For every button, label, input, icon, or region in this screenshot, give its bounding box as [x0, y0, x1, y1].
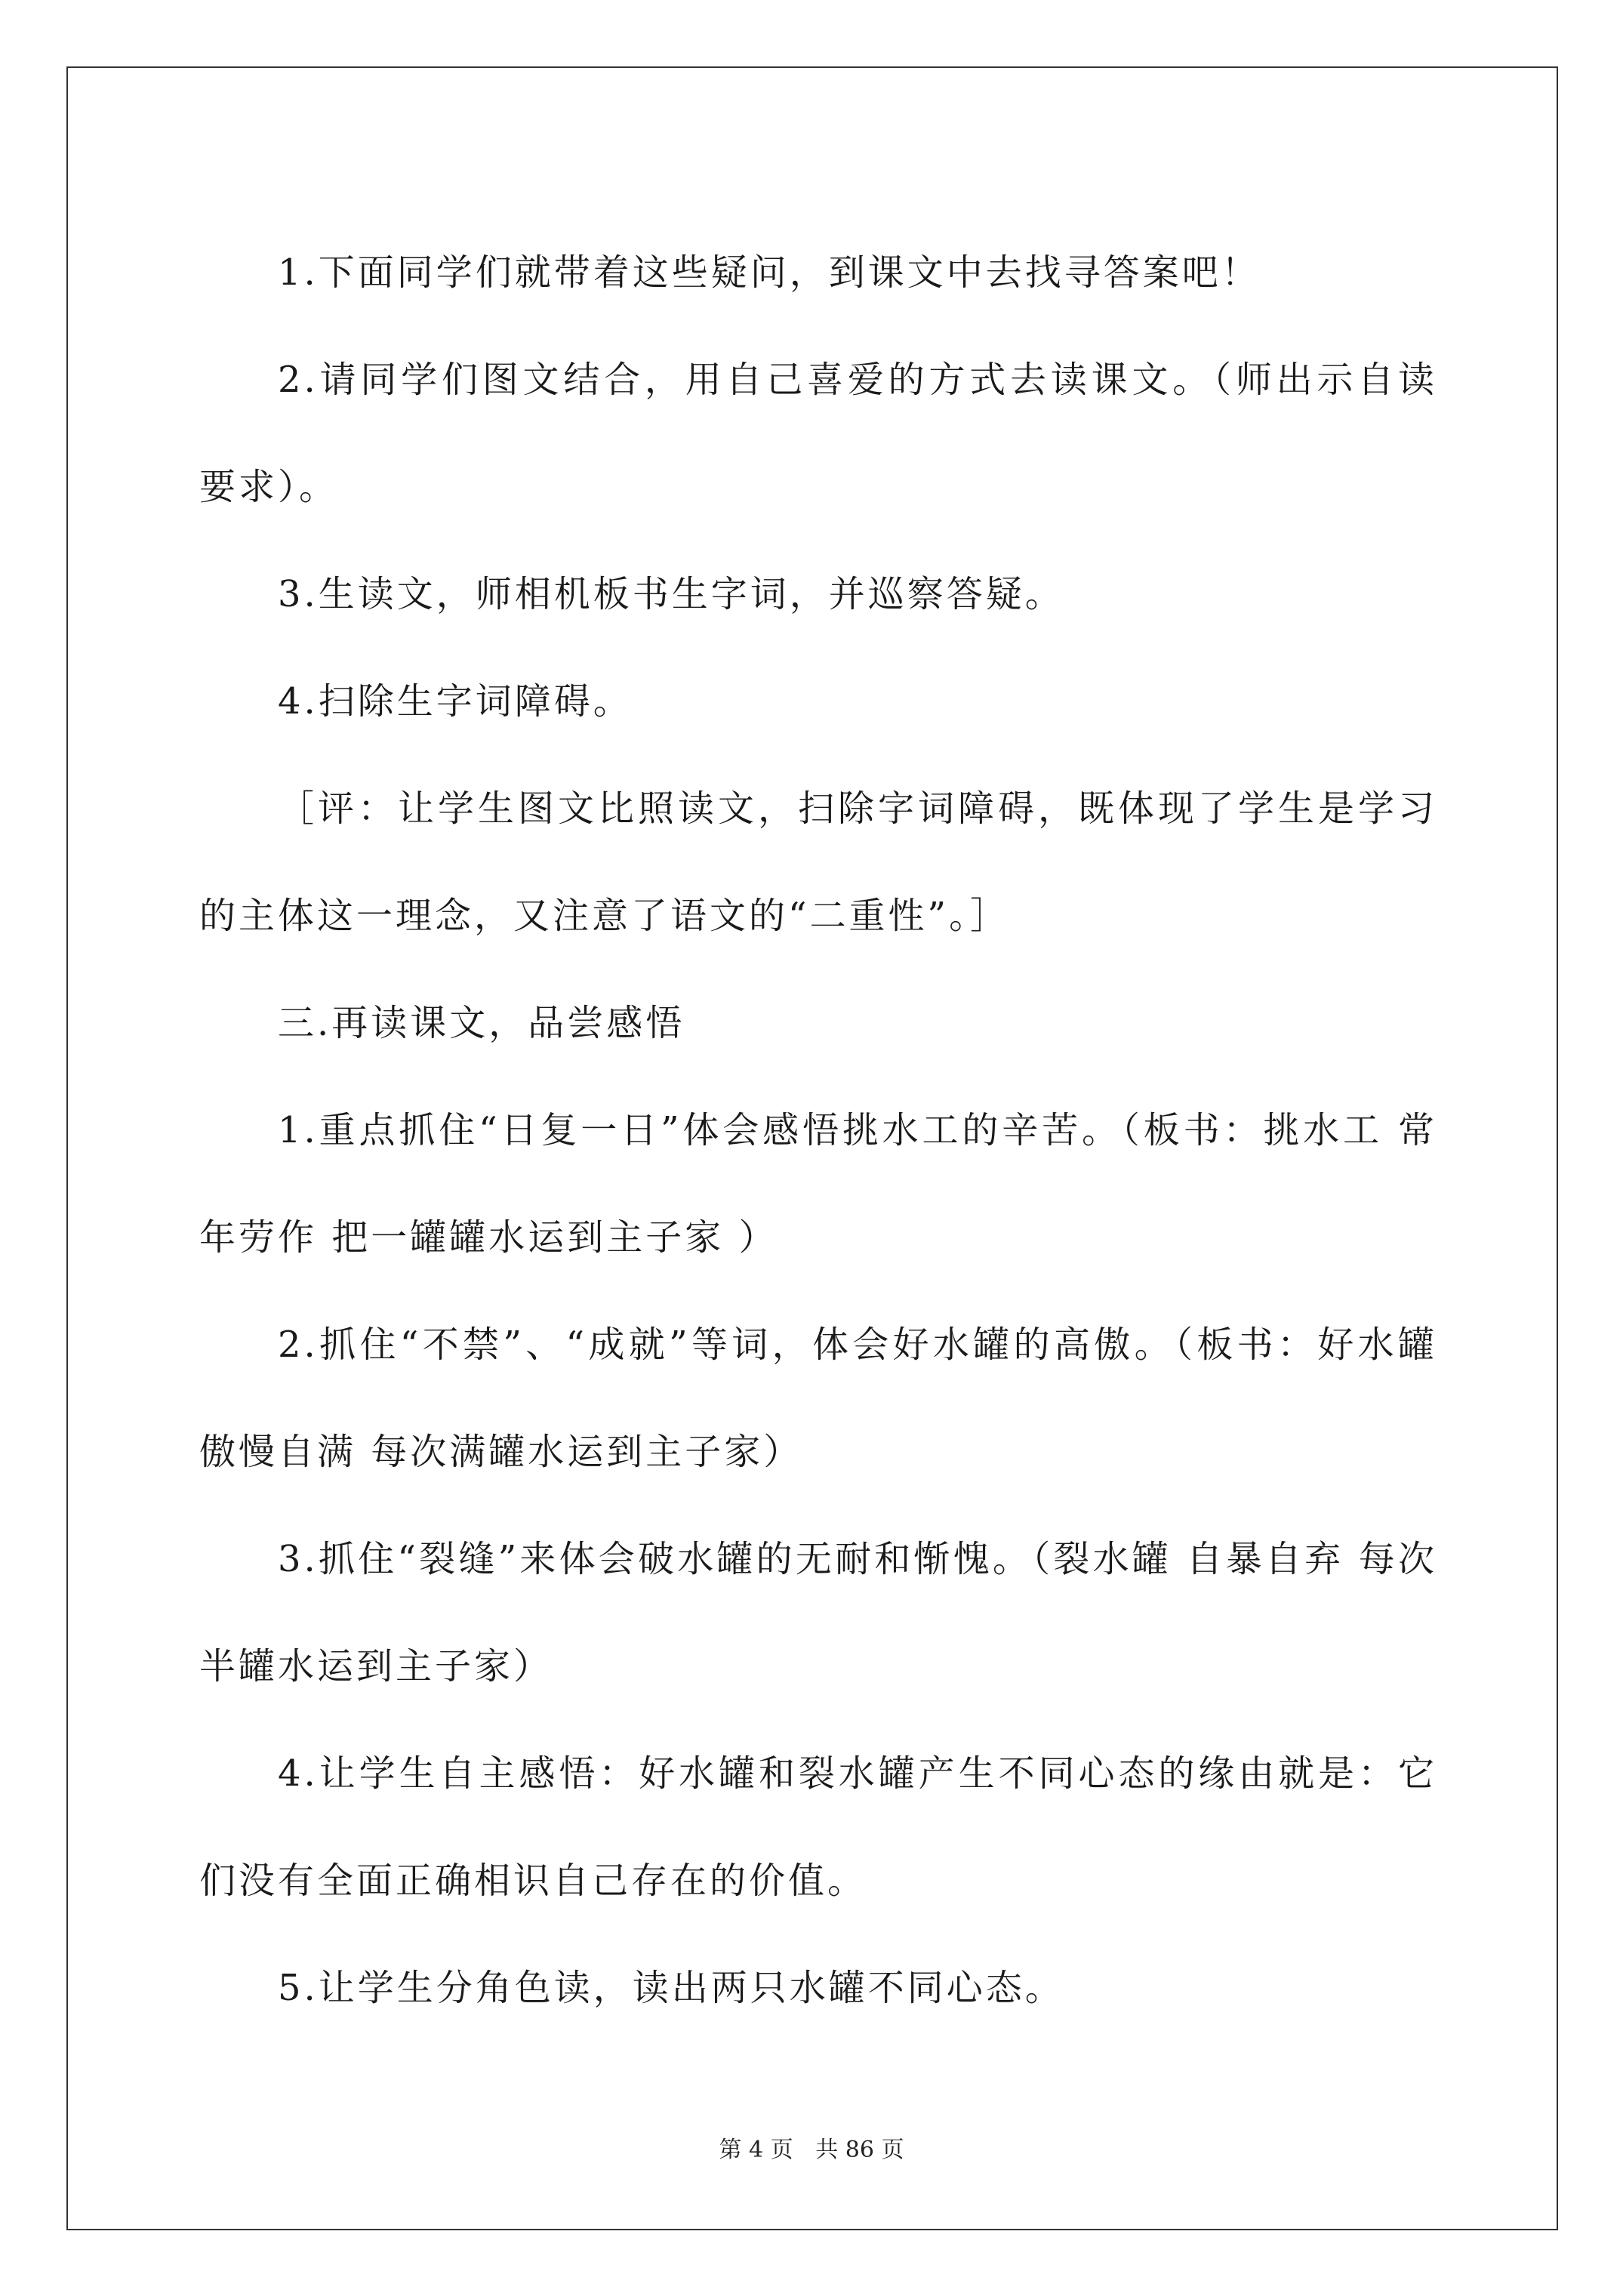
paragraph-6: 2.抓住“不禁”、“成就”等词，体会好水罐的高傲。（板书：好水罐 傲慢自满 每次满罐水运到主子家） [199, 1324, 1437, 1473]
paragraph-comment: ［评：让学生图文比照读文，扫除字词障碍，既体现了学生是学习的主体这一理念，又注意了语文的“二重性”。］ [199, 787, 1437, 937]
page-number: 第 4 页 [719, 2137, 793, 2163]
paragraph-4: 4.扫除生字词障碍。 [278, 680, 633, 723]
page-footer [0, 2131, 1623, 2164]
paragraph-2: 2.请同学们图文结合，用自己喜爱的方式去读课文。（师出示自读要求）。 [199, 359, 1437, 508]
paragraph-3: 3.生读文，师相机板书生字词，并巡察答疑。 [278, 573, 1064, 615]
section-heading: 三.再读课文，品尝感悟 [278, 1002, 685, 1044]
document-body [199, 219, 1437, 2042]
paragraph-7: 3.抓住“裂缝”来体会破水罐的无耐和惭愧。（裂水罐 自暴自弃 每次半罐水运到主子家） [199, 1538, 1437, 1687]
paragraph-8: 4.让学生自主感悟：好水罐和裂水罐产生不同心态的缘由就是：它们没有全面正确相识自己存在的价值。 [199, 1752, 1437, 1902]
paragraph-5: 1.重点抓住“日复一日”体会感悟挑水工的辛苦。（板书：挑水工 常年劳作 把一罐罐水运到主子家 ） [199, 1109, 1437, 1259]
page-total: 共 86 页 [815, 2137, 904, 2163]
paragraph-1: 1.下面同学们就带着这些疑问，到课文中去找寻答案吧！ [278, 251, 1261, 294]
paragraph-9: 5.让学生分角色读，读出两只水罐不同心态。 [278, 1967, 1064, 2009]
